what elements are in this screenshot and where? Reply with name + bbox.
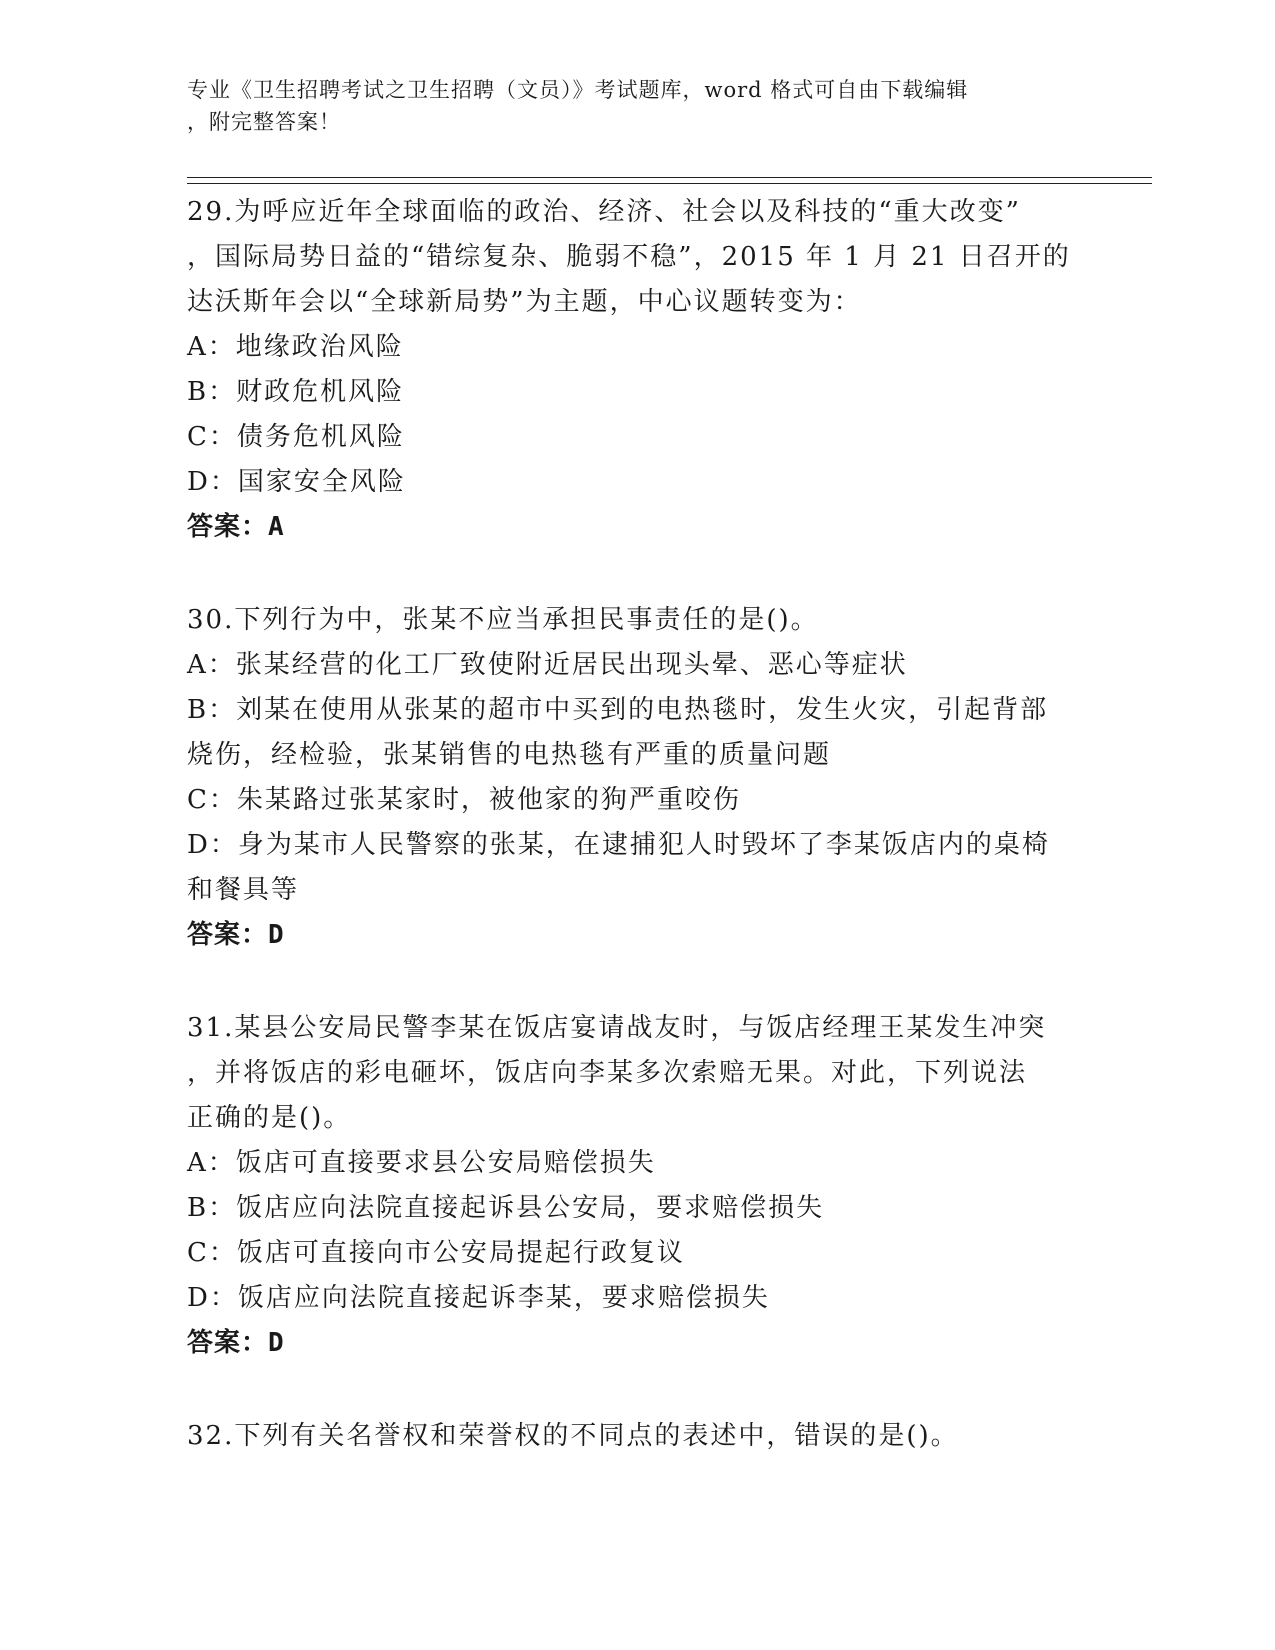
option-b: B：刘某在使用从张某的超市中买到的电热毯时，发生火灾，引起背部 [187,695,1049,725]
question-stem-line: 29.为呼应近年全球面临的政治、经济、社会以及科技的“重大改变” [187,197,1021,227]
option-d: D：饭店应向法院直接起诉李某，要求赔偿损失 [187,1283,770,1313]
question-stem-line: 30.下列行为中，张某不应当承担民事责任的是()。 [187,605,819,635]
question-list [187,190,1087,1459]
answer-label: 答案： [187,1328,269,1358]
option-c: C：饭店可直接向市公安局提起行政复议 [187,1238,685,1268]
option-a: A：地缘政治风险 [187,332,404,362]
header-divider-top [187,177,1152,178]
option-d-continued: 和餐具等 [187,875,300,905]
question-spacer [187,1366,1087,1414]
option-d: D：国家安全风险 [187,467,406,497]
document-header [187,74,1067,138]
question-stem-line: ，并将饭店的彩电砸坏，饭店向李某多次索赔无果。对此，下列说法 [187,1058,1028,1088]
answer-line [187,913,1087,958]
option-b: B：财政危机风险 [187,377,405,407]
question-stem-line: 31.某县公安局民警李某在饭店宴请战友时，与饭店经理王某发生冲突 [187,1013,1047,1043]
answer-value: A [268,512,285,542]
question-32 [187,1414,1087,1459]
question-stem-line: 32.下列有关名誉权和荣誉权的不同点的表述中，错误的是()。 [187,1421,959,1451]
question-stem-line: 达沃斯年会以“全球新局势”为主题，中心议题转变为： [187,287,862,317]
question-29 [187,190,1087,550]
question-stem-line: 正确的是()。 [187,1103,352,1133]
option-c: C：债务危机风险 [187,422,405,452]
answer-label: 答案： [187,512,269,542]
option-b-continued: 烧伤，经检验，张某销售的电热毯有严重的质量问题 [187,740,832,770]
question-30 [187,598,1087,958]
question-spacer [187,958,1087,1006]
question-stem-line: ，国际局势日益的“错综复杂、脆弱不稳”，2015 年 1 月 21 日召开的 [187,242,1071,272]
answer-line [187,505,1087,550]
header-divider-bottom [187,183,1152,184]
header-line-1: 专业《卫生招聘考试之卫生招聘（文员）》考试题库，word 格式可自由下载编辑 [187,78,969,102]
option-b: B：饭店应向法院直接起诉县公安局，要求赔偿损失 [187,1193,825,1223]
question-spacer [187,550,1087,598]
header-line-2: ，附完整答案！ [187,110,341,134]
question-31 [187,1006,1087,1366]
option-d: D：身为某市人民警察的张某，在逮捕犯人时毁坏了李某饭店内的桌椅 [187,830,1050,860]
option-a: A：张某经营的化工厂致使附近居民出现头晕、恶心等症状 [187,650,908,680]
answer-value: D [268,1328,285,1358]
answer-label: 答案： [187,920,269,950]
option-a: A：饭店可直接要求县公安局赔偿损失 [187,1148,656,1178]
option-c: C：朱某路过张某家时，被他家的狗严重咬伤 [187,785,741,815]
answer-line [187,1321,1087,1366]
answer-value: D [268,920,285,950]
